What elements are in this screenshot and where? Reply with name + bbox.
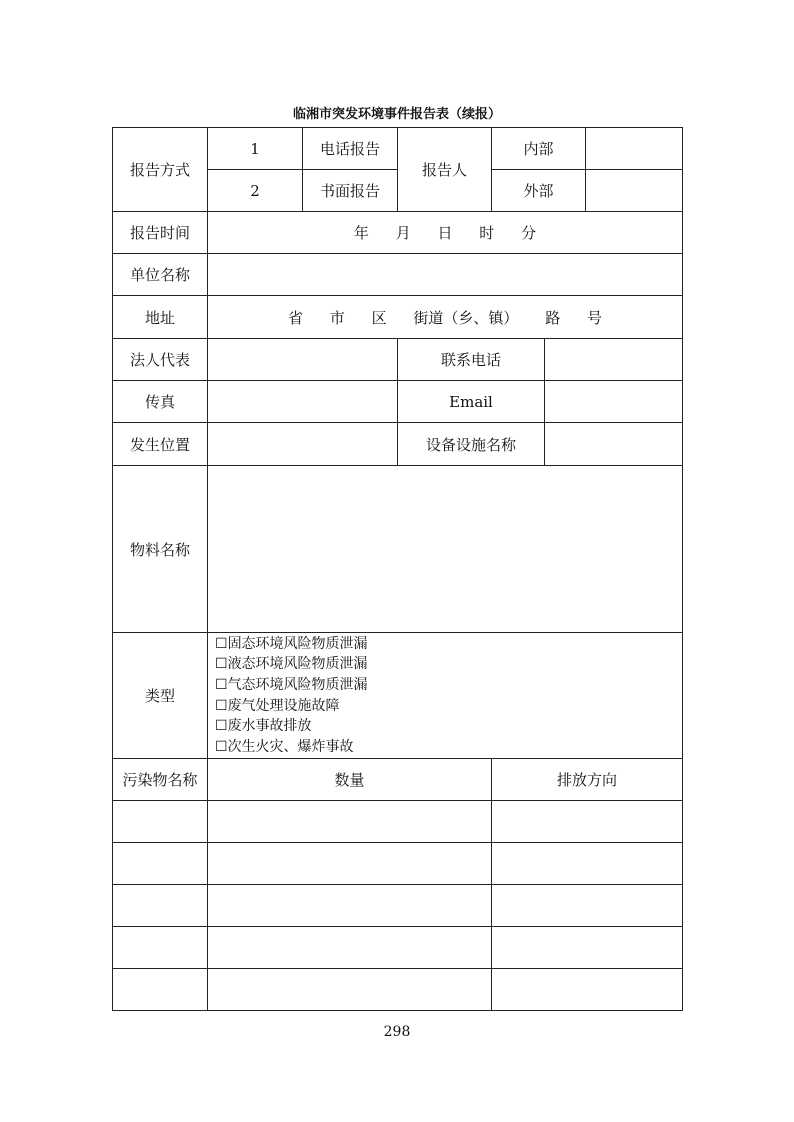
location-label: 发生位置 [113, 423, 208, 466]
location-field[interactable] [208, 423, 398, 466]
table-row [113, 927, 683, 969]
report-method-label: 报告方式 [113, 128, 208, 212]
minute-unit: 分 [521, 224, 537, 242]
email-field[interactable] [545, 381, 683, 423]
reporter-label: 报告人 [398, 128, 492, 212]
discharge-direction-cell[interactable] [492, 969, 683, 1011]
phone-report-option[interactable]: 电话报告 [303, 128, 398, 170]
type-option[interactable]: ☐废水事故排放 [215, 718, 312, 735]
fax-field[interactable] [208, 381, 398, 423]
report-time-field[interactable] [208, 212, 683, 254]
street-unit: 街道（乡、镇） [413, 308, 519, 327]
table-row [113, 801, 683, 843]
pollutant-name-cell[interactable] [113, 801, 208, 843]
quantity-header: 数量 [208, 759, 492, 801]
day-unit: 日 [437, 224, 453, 242]
type-option[interactable]: ☐液态环境风险物质泄漏 [215, 656, 368, 673]
form-title: 临湘市突发环境事件报告表（续报） [292, 107, 501, 122]
contact-phone-label: 联系电话 [398, 339, 545, 381]
hour-unit: 时 [479, 224, 495, 242]
month-unit: 月 [395, 224, 411, 242]
type-options [208, 633, 683, 759]
fax-label: 传真 [113, 381, 208, 423]
discharge-direction-cell[interactable] [492, 927, 683, 969]
option-2-number: 2 [208, 170, 303, 212]
checkbox[interactable]: ☐ [215, 656, 228, 673]
discharge-direction-cell[interactable] [492, 801, 683, 843]
email-label: Email [398, 381, 545, 423]
pollutant-name-header: 污染物名称 [113, 759, 208, 801]
table-row [113, 885, 683, 927]
legal-rep-label: 法人代表 [113, 339, 208, 381]
type-label: 类型 [113, 633, 208, 759]
type-option[interactable]: ☐固态环境风险物质泄漏 [215, 635, 368, 652]
quantity-cell[interactable] [208, 969, 492, 1011]
material-name-label: 物料名称 [113, 466, 208, 633]
discharge-direction-cell[interactable] [492, 885, 683, 927]
external-field[interactable] [586, 170, 683, 212]
legal-rep-field[interactable] [208, 339, 398, 381]
district-unit: 区 [371, 308, 387, 327]
quantity-cell[interactable] [208, 885, 492, 927]
checkbox[interactable]: ☐ [215, 738, 228, 755]
province-unit: 省 [288, 308, 304, 327]
year-unit: 年 [353, 224, 369, 242]
internal-field[interactable] [586, 128, 683, 170]
unit-name-field[interactable] [208, 254, 683, 296]
discharge-direction-cell[interactable] [492, 843, 683, 885]
option-1-number: 1 [208, 128, 303, 170]
written-report-option[interactable]: 书面报告 [303, 170, 398, 212]
type-option[interactable]: ☐次生火灾、爆炸事故 [215, 738, 354, 755]
discharge-direction-header: 排放方向 [492, 759, 683, 801]
road-unit: 路 [545, 308, 561, 327]
table-row [113, 969, 683, 1011]
checkbox[interactable]: ☐ [215, 635, 228, 652]
pollutant-name-cell[interactable] [113, 969, 208, 1011]
external-label: 外部 [492, 170, 586, 212]
report-form [112, 127, 683, 1011]
pollutant-name-cell[interactable] [113, 885, 208, 927]
report-time-label: 报告时间 [113, 212, 208, 254]
type-option[interactable]: ☐废气处理设施故障 [215, 697, 340, 714]
quantity-cell[interactable] [208, 801, 492, 843]
checkbox[interactable]: ☐ [215, 718, 228, 735]
quantity-cell[interactable] [208, 927, 492, 969]
quantity-cell[interactable] [208, 843, 492, 885]
pollutant-name-cell[interactable] [113, 927, 208, 969]
address-label: 地址 [113, 296, 208, 339]
checkbox[interactable]: ☐ [215, 676, 228, 693]
pollutant-name-cell[interactable] [113, 843, 208, 885]
equipment-name-field[interactable] [545, 423, 683, 466]
internal-label: 内部 [492, 128, 586, 170]
contact-phone-field[interactable] [545, 339, 683, 381]
unit-name-label: 单位名称 [113, 254, 208, 296]
table-row [113, 843, 683, 885]
material-name-field[interactable] [208, 466, 683, 633]
city-unit: 市 [329, 308, 345, 327]
type-option[interactable]: ☐气态环境风险物质泄漏 [215, 676, 368, 693]
page-number: 298 [383, 1024, 411, 1040]
number-unit: 号 [586, 308, 602, 327]
equipment-name-label: 设备设施名称 [398, 423, 545, 466]
address-field[interactable] [208, 296, 683, 339]
checkbox[interactable]: ☐ [215, 697, 228, 714]
